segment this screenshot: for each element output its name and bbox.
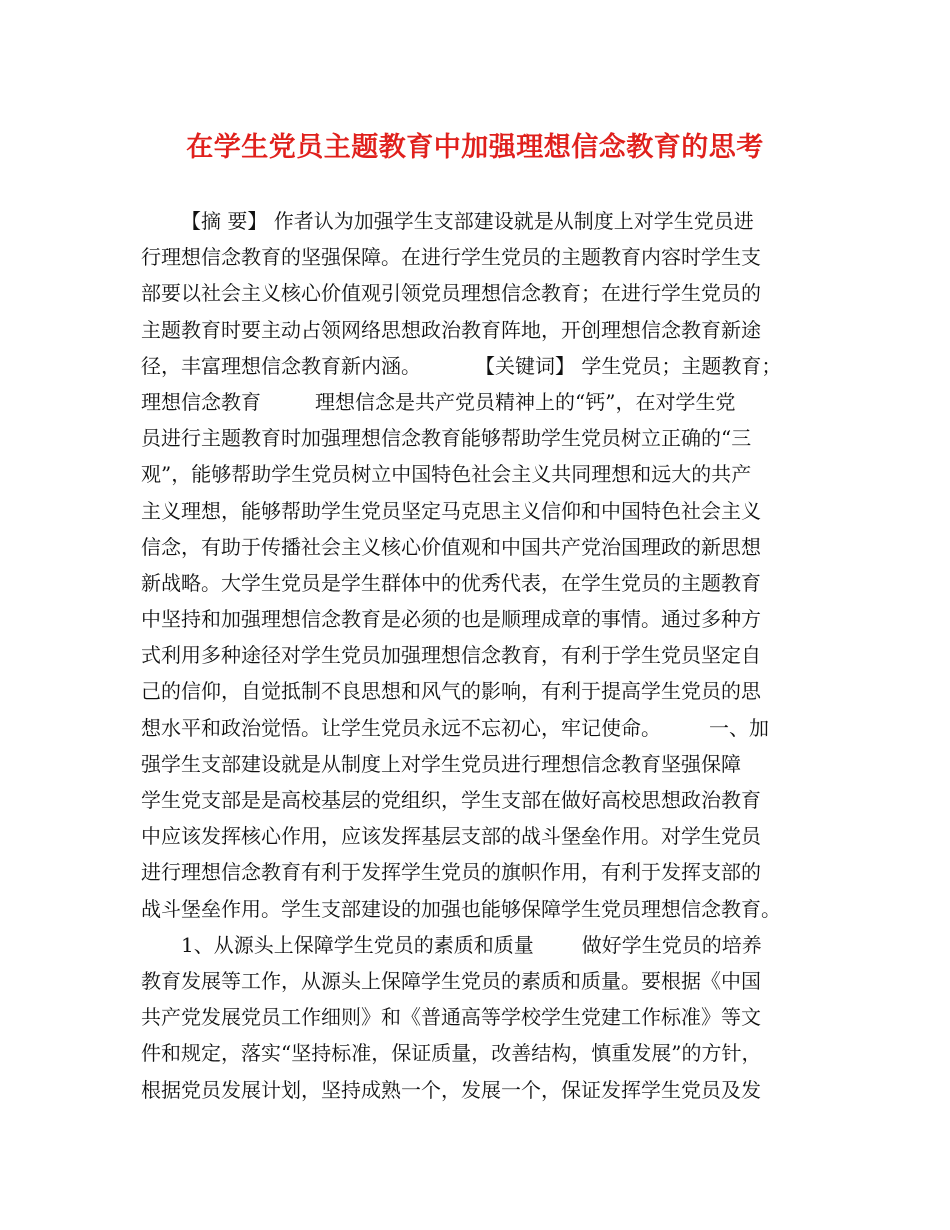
intro-start: 理想信念是共产党员精神上的“钙”，在对学生党: [315, 389, 736, 414]
text-line: 共产党发展党员工作细则》和《普通高等学校学生党建工作标准》等文: [141, 1005, 761, 1030]
text-line: 学生党支部是是高校基层的党组织，学生支部在做好高校思想政治教育: [141, 788, 761, 812]
document-title: 在学生党员主题教育中加强理想信念教育的思考: [186, 132, 764, 163]
text-line: [141, 384, 831, 420]
text-line: 教育发展等工作，从源头上保障学生党员的素质和质量。要根据《中国: [141, 968, 761, 993]
text-line: 件和规定，落实“坚持标准，保证质量，改善结构，慎重发展”的方针，: [141, 1041, 762, 1066]
text-line: 行理想信念教育的坚强保障。在进行学生党员的主题教育内容时学生支: [141, 245, 761, 270]
section-1-heading-start: 一、加: [709, 715, 769, 740]
text-line: 信念，有助于传播社会主义核心价值观和中国共产党治国理政的新思想: [141, 534, 761, 559]
text-line: 主义理想，能够帮助学生党员坚定马克思主义信仰和中国特色社会主义: [141, 498, 761, 523]
text-line: 式利用多种途径对学生党员加强理想信念教育，有利于学生党员坚定自: [141, 643, 761, 668]
text-line: 己的信仰，自觉抵制不良思想和风气的影响，有利于提高学生党员的思: [141, 679, 761, 704]
text-line: [141, 348, 831, 384]
abstract-end: 径，丰富理想信念教育新内涵。: [141, 353, 421, 378]
text-line: 中坚持和加强理想信念教育是必须的也是顺理成章的事情。通过多种方: [141, 607, 761, 632]
document-body: [141, 203, 831, 1108]
text-line: 中应该发挥核心作用，应该发挥基层支部的战斗堡垒作用。对学生党员: [141, 824, 761, 849]
text-line: 1、从源头上保障学生党员的素质和质量 做好学生党员的培养: [181, 932, 762, 957]
text-line: [141, 746, 831, 782]
keywords-label: 【关键词】 学生党员；主题教育；: [475, 353, 782, 378]
text-line: 根据党员发展计划，坚持成熟一个，发展一个，保证发挥学生党员及发: [141, 1077, 761, 1102]
text-line: 新战略。大学生党员是学生群体中的优秀代表，在学生党员的主题教育: [141, 570, 761, 595]
text-line: 观”，能够帮助学生党员树立中国特色社会主义共同理想和远大的共产: [141, 462, 752, 487]
section-1-heading: 强学生支部建设就是从制度上对学生党员进行理想信念教育坚强保障: [141, 751, 741, 776]
text-line: 进行理想信念教育有利于发挥学生党员的旗帜作用，有利于发挥支部的: [141, 860, 761, 885]
text-line: 主题教育时要主动占领网络思想政治教育阵地，开创理想信念教育新途: [141, 317, 761, 342]
keywords-end: 理想信念教育: [141, 389, 261, 414]
text-line: 部要以社会主义核心价值观引领党员理想信念教育；在进行学生党员的: [141, 281, 761, 306]
text-line: 想水平和政治觉悟。让学生党员永远不忘初心，牢记使命。 一、加: [141, 715, 769, 740]
subsection-1-heading: 1、从源头上保障学生党员的素质和质量: [181, 932, 534, 957]
text-line: 战斗堡垒作用。学生支部建设的加强也能够保障学生党员理想信念教育。: [141, 896, 781, 921]
text-line: [141, 203, 831, 239]
text-line: 员进行主题教育时加强理想信念教育能够帮助学生党员树立正确的“三: [141, 426, 752, 451]
abstract-line-1: 【摘 要】 作者认为加强学生支部建设就是从制度上对学生党员进: [181, 209, 754, 233]
